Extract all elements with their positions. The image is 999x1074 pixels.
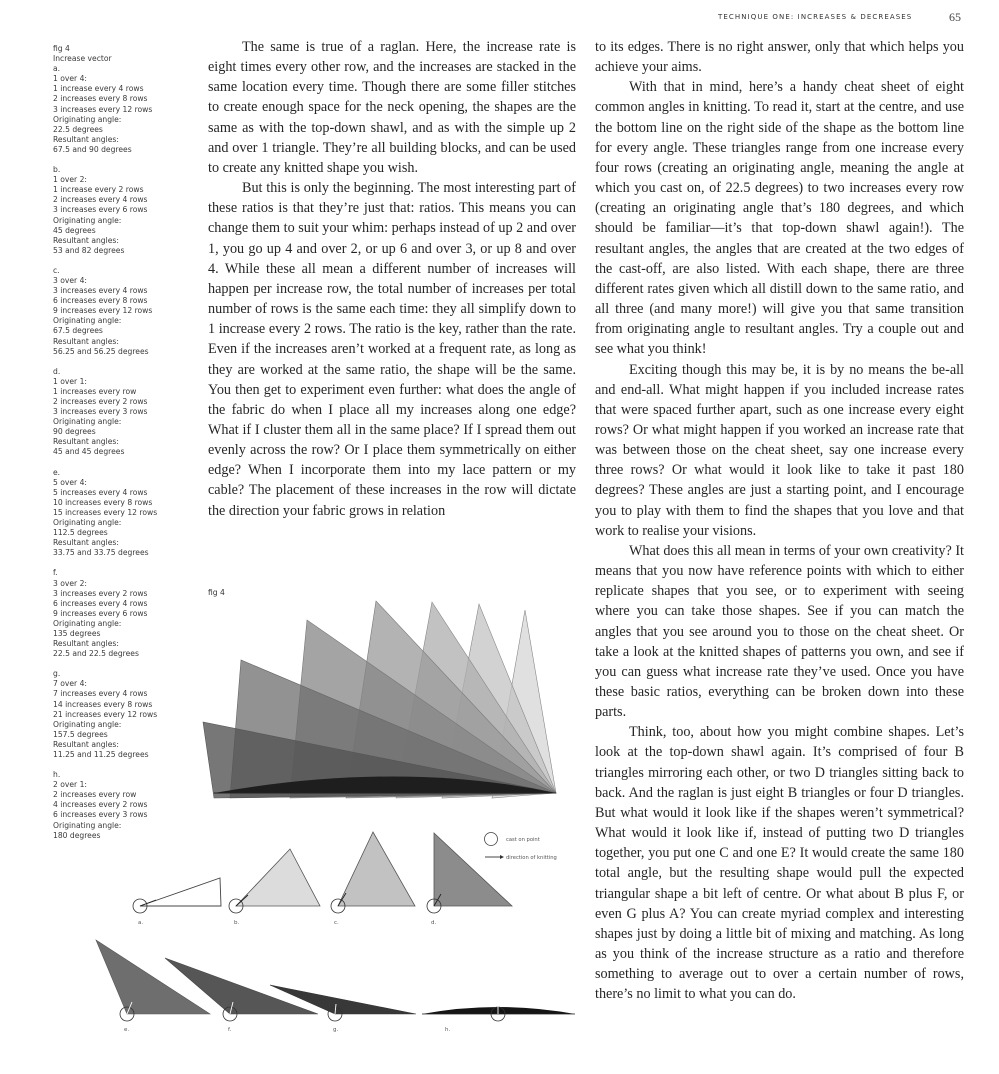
sidenote-line: Originating angle: — [53, 618, 122, 628]
sidenote-line: Resultant angles: — [53, 235, 119, 245]
sidenote-line: 22.5 and 22.5 degrees — [53, 649, 139, 659]
sidenote-line: a. — [53, 64, 61, 74]
sidenote-line: Originating angle: — [53, 719, 122, 729]
legend-direction-label: direction of knitting — [506, 855, 557, 861]
sidenote-line: Increase vector — [53, 54, 112, 64]
sidenote-line: Resultant angles: — [53, 134, 119, 144]
sidenote-line: 5 over 4: — [53, 477, 87, 487]
running-head: TECHNIQUE ONE: INCREASES & DECREASES — [718, 13, 913, 21]
sidenote-line: 4 increases every 2 rows — [53, 800, 148, 810]
sidenote-line: 1 increase every 4 rows — [53, 84, 144, 94]
sidenote-line: Originating angle: — [53, 417, 122, 427]
sidenote-line: 5 increases every 4 rows — [53, 487, 148, 497]
shape-caption: e. — [124, 1027, 130, 1033]
sidenote-line: 45 and 45 degrees — [53, 447, 125, 457]
sidenote-line: 2 increases every 4 rows — [53, 195, 148, 205]
sidenote-line: 33.75 and 33.75 degrees — [53, 548, 149, 558]
sidenote-line: h. — [53, 770, 61, 780]
sidenote-line: 3 over 4: — [53, 275, 87, 285]
sidenote-line: 6 increases every 8 rows — [53, 296, 148, 306]
shape-caption: f. — [228, 1027, 232, 1033]
sidenote-line: c. — [53, 265, 60, 275]
paragraph: to its edges. There is no right answer, only that which helps you achieve your aims. — [595, 39, 964, 76]
shape-a — [133, 878, 221, 926]
sidenote-line: 1 over 4: — [53, 74, 87, 84]
sidenote-line: 90 degrees — [53, 427, 96, 437]
sidenote-line: Resultant angles: — [53, 739, 119, 749]
shape-c — [331, 832, 415, 926]
paragraph: With that in mind, here’s a handy cheat sheet of eight common angles in knitting. To read it, start at the centre, and use the bottom line on the right side of the shape as the bottom line for every angle. These triangles range from one increase every four rows (creating an originating angle, meaning the angle at which you cast on, of 22.5 degrees) to two increases every row (creating an originating angle that’s 180 degrees, and which should be familiar—it’s that top-down shawl again!). The resultant angles, the angles that are created at the two edges of the cast-off, are also listed. With each shape, there are three different rates given which all distill down to the same ratio, and all three (and many more!) will give you that same transition from originating angle to resultant angles. Try a couple out and see what you think! — [595, 79, 964, 358]
sidenote-line: b. — [53, 165, 61, 175]
sidenote-line: 3 increases every 4 rows — [53, 286, 148, 296]
sidenote-line: Originating angle: — [53, 518, 122, 528]
paragraph: The same is true of a raglan. Here, the increase rate is eight times every other row, and the increases are stacked in the same location every time. Though there are some filler stitches to create enough space for the neck opening, the shapes are the same as with the top-down shawl, and as with the simple up 2 and over 1 triangle. They’re all building blocks, and can be used to create any knitted shape you wish. — [208, 39, 576, 176]
sidenote-line: Resultant angles: — [53, 336, 119, 346]
sidenote-line: Resultant angles: — [53, 538, 119, 548]
sidenote-line: 7 increases every 4 rows — [53, 689, 148, 699]
sidenote-line: 45 degrees — [53, 225, 96, 235]
sidenote-line: 3 increases every 6 rows — [53, 205, 148, 215]
paragraph: But this is only the beginning. The most interesting part of these ratios is that they’re just that: ratios. This means you can change them to suit your whim: perhaps instead of up 2 and over 1, you go up 4 and over 2, or up 6 and over 3, or up 8 and over 4. While these all mean a different number of increases will happen per increase row, the total number of increases per total number of rows is the same each time: they all simplify down to 1 increase every 2 rows. The ratio is the key, rather than the rate. Even if the increases aren’t worked at a frequent rate, as long as they are worked at the same ratio, the shape will be the same. You then get to experiment even further: what does the angle of the fabric do when I place all my increases along one edge? What if I cluster them all in the same place? If I spread them out evenly across the row? Or I place them symmetrically on either edge? When I incorporate them into my lace pattern or my cable? The placement of these increases in the row will dictate the direction your fabric grows in relation — [208, 180, 577, 519]
cast-on-point-icon — [485, 833, 498, 846]
sidenote-line: 15 increases every 12 rows — [53, 507, 158, 517]
sidenote-line: g. — [53, 669, 61, 679]
shape-d — [427, 833, 512, 926]
sidenote-line: 1 increase every 2 rows — [53, 185, 144, 195]
sidenote-line: 1 increases every row — [53, 386, 137, 396]
triangle-fan — [203, 601, 556, 798]
sidenote-line: 67.5 and 90 degrees — [53, 144, 132, 154]
sidenote-line: 67.5 degrees — [53, 326, 103, 336]
sidenote-line: Originating angle: — [53, 114, 122, 124]
sidenote-line: 7 over 4: — [53, 679, 87, 689]
shape-caption: h. — [445, 1027, 451, 1033]
page-number: 65 — [949, 10, 961, 24]
sidenote-line: 2 increases every 2 rows — [53, 397, 148, 406]
sidenote-line: Originating angle: — [53, 316, 122, 326]
sidenote-line: Resultant angles: — [53, 639, 119, 649]
shape-caption: c. — [334, 920, 339, 926]
shape-caption: a. — [138, 920, 144, 926]
sidenote-line: 53 and 82 degrees — [53, 245, 125, 255]
sidenote-line: 157.5 degrees — [53, 729, 108, 739]
sidenote-line: 10 increases every 8 rows — [53, 497, 153, 507]
sidenote-line: Resultant angles: — [53, 437, 119, 447]
sidenote-line: 56.25 and 56.25 degrees — [53, 346, 149, 356]
sidenote-line: 180 degrees — [53, 830, 101, 840]
figure-legend — [485, 833, 557, 862]
sidenote-line: 3 increases every 12 rows — [53, 104, 153, 114]
sidenote-line: 2 increases every row — [53, 790, 137, 800]
shape-e — [96, 940, 210, 1033]
sidenote-line: Originating angle: — [53, 215, 122, 225]
sidenote-line: 6 increases every 3 rows — [53, 810, 148, 820]
sidenote-line: 21 increases every 12 rows — [53, 709, 158, 719]
direction-arrow-head — [500, 855, 504, 859]
legend-cast-on-label: cast on point — [506, 837, 540, 843]
paragraph: Think, too, about how you might combine shapes. Let’s look at the top-down shawl again. It’s comprised of four B triangles mirroring each other, or two D triangles sitting back to back. And the raglan is just eight B triangles or four D triangles. But what would it look like if the shapes weren’t symmetrical? What would it look like if, instead of putting two D triangles together, you put one C and one E? It would create the same 180 total angle, but the resulting shape would pull the expected triangular shape a bit left of centre. Or what about B plus F, or even G plus A? You can create myriad complex and interesting shapes just by doing a little bit of mixing and matching. As long as you think of the increase structure as a ratio and therefore something to average out to over a certain number of rows, there’s no limit to what you can do. — [595, 724, 964, 1003]
figure-label: fig 4 — [208, 588, 225, 597]
sidenote-line: 3 over 2: — [53, 578, 87, 588]
sidenote-line: 9 increases every 12 rows — [53, 306, 153, 316]
paragraph: Exciting though this may be, it is by no means the be-all and end-all. What might happen if you included increase rates that were spaced further apart, such as one increase every eight rows? Or what might happen if you worked an increase rate that was between those on the cheat sheet, say one increase every three rows? Or what would it look like to take it past 180 degrees? These angles are just a starting point, and I encourage you to play with them to find the shapes that you love and that work to realise your visions. — [595, 361, 964, 539]
sidenote-line: 3 increases every 2 rows — [53, 588, 148, 598]
sidenote-line: 11.25 and 11.25 degrees — [53, 750, 149, 759]
shape-b — [229, 849, 320, 926]
sidenote-line: 2 increases every 8 rows — [53, 94, 148, 104]
sidenote-line: 1 over 1: — [53, 376, 87, 386]
shape-h — [422, 1004, 575, 1033]
sidenote-line: 3 increases every 3 rows — [53, 407, 148, 417]
sidenote-line: 14 increases every 8 rows — [53, 699, 153, 709]
sidenote-line: 2 over 1: — [53, 780, 87, 790]
sidenote-line: 6 increases every 4 rows — [53, 598, 148, 608]
sidenote-line: 9 increases every 6 rows — [53, 608, 148, 618]
shape-caption: g. — [333, 1027, 339, 1033]
sidenote-line: Originating angle: — [53, 820, 122, 830]
sidenote-line: d. — [53, 366, 61, 376]
shape-caption: b. — [234, 920, 240, 926]
sidenote-line: 1 over 2: — [53, 175, 87, 185]
shape-caption: d. — [431, 920, 437, 926]
sidenote-line: 135 degrees — [53, 628, 101, 638]
sidenote-line: f. — [53, 568, 58, 578]
sidenote-line: 22.5 degrees — [53, 124, 103, 134]
paragraph: What does this all mean in terms of your own creativity? It means that you now have reference points with which to either replicate shapes that you see, or to experiment with seeing where you can take those shapes. See if you can match the angles that you see around you to those on the cheat sheet. Or take a look at the knitted shapes of patterns you own, and see if you can guess what increase rate they’ve used. Once you have these basic ratios, everything can be broken down into these parts. — [595, 542, 964, 721]
sidenote-line: 112.5 degrees — [53, 528, 108, 538]
sidenote-line: fig 4 — [53, 44, 70, 53]
sidenote-line: e. — [53, 467, 61, 477]
